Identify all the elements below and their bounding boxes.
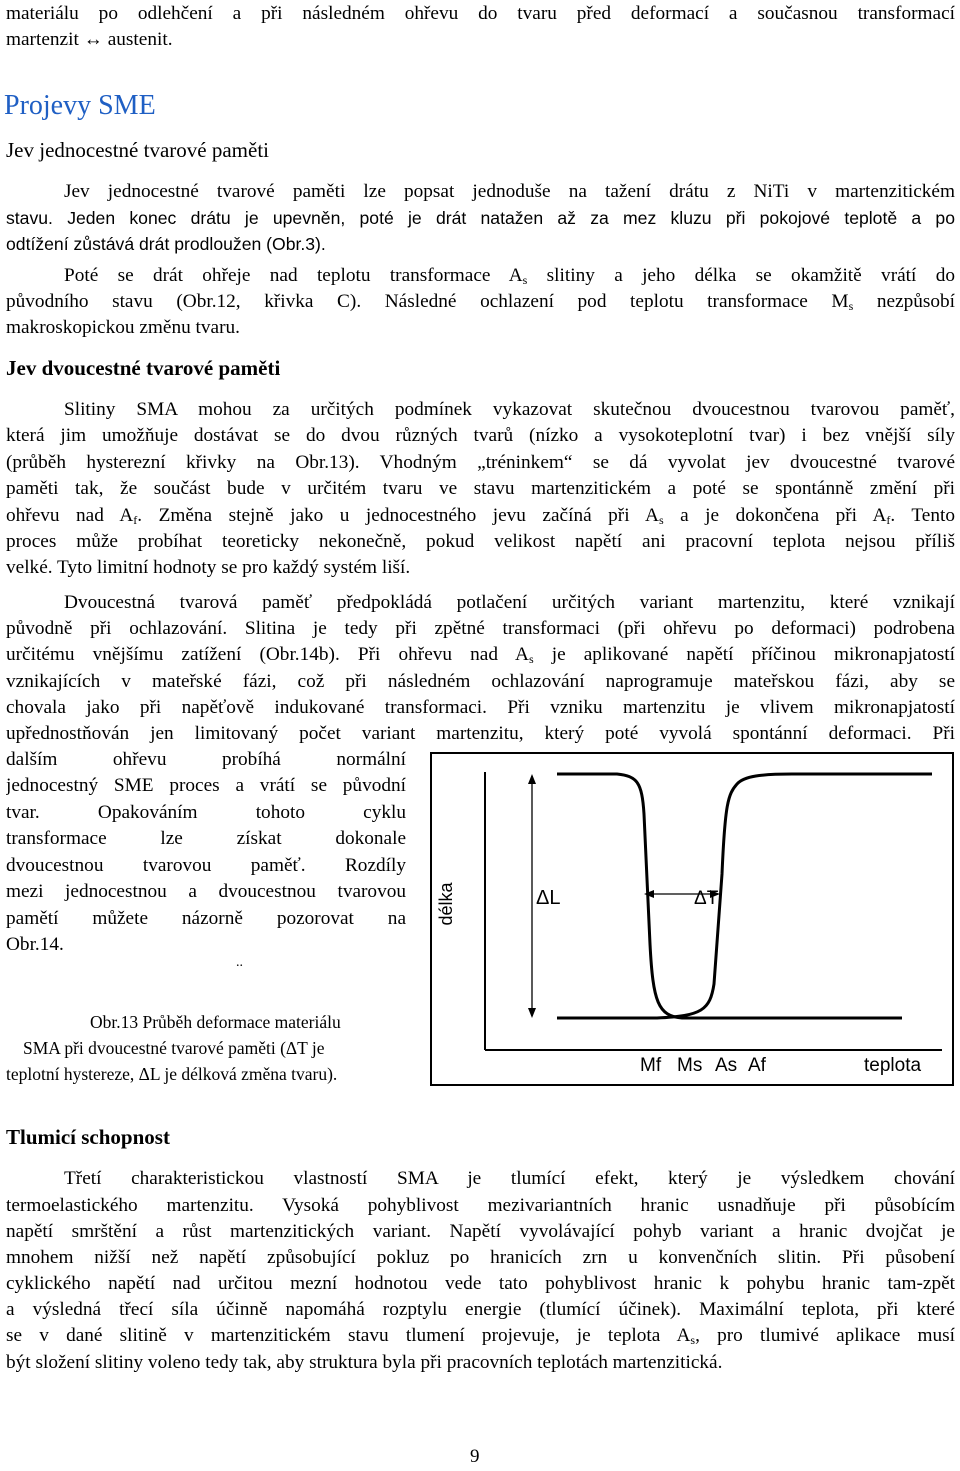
subscript: f: [886, 513, 891, 527]
text-line: jednocestný SME proces a vrátí se původní: [6, 775, 406, 796]
tick-label-as: As: [715, 1055, 738, 1076]
page-number: 9: [470, 1446, 480, 1467]
text-line: Jev jednocestné tvarové paměti lze popsat jednoduše na tažení drátu z NiTi v martenzitickém: [64, 181, 955, 202]
text-line: odtížení zůstává drát prodloužen (Obr.3).: [6, 234, 326, 254]
text-line: cyklického napětí nad určitou mezní hodnotou vede tato pohyblivost hranic k pohybu hranic tam-zpět: [6, 1273, 955, 1294]
text-span: původního stavu (Obr.12, křivka C). Následné ochlazení pod teplotu transformace M: [6, 291, 849, 312]
subscript: s: [528, 652, 534, 666]
x-axis-label: teplota: [864, 1055, 922, 1076]
figure-caption-line: SMA při dvoucestné tvarové paměti (ΔT je: [23, 1038, 325, 1058]
text-line: Obr.14.: [6, 934, 64, 955]
text-line: původně při ochlazování. Slitina je tedy při zpětné transformaci (při ohřevu po deformaci) podrobena: [6, 618, 955, 639]
text-line: chovala jako při napěťově indukované transformaci. Při vzniku martenzitu je vlivem mikronapjatostí: [6, 697, 955, 718]
text-span: Poté se drát ohřeje nad teplotu transformace A: [64, 265, 523, 286]
text-line: dalším ohřevu probíhá normální: [6, 749, 406, 770]
paragraph-line: [6, 643, 955, 667]
tick-label-ms: Ms: [677, 1055, 703, 1076]
figure-caption-line: Obr.13 Průběh deformace materiálu: [90, 1012, 341, 1032]
text-line: Dvoucestná tvarová paměť předpokládá potlačení určitých variant martenzitu, které vznikají: [64, 592, 955, 613]
arrow-head: [528, 774, 536, 784]
text-line: tvar. Opakováním tohoto cyklu: [6, 802, 406, 823]
figure-caption-line: teplotní hystereze, ΔL je délková změna tvaru).: [6, 1064, 338, 1084]
text-span: ohřevu nad A: [6, 505, 134, 526]
text-line: paměti tak, že součást bude v určitém tvaru ve stavu martenzitickém a poté se spontánně změní při: [6, 478, 955, 499]
text-span: je aplikované napětí příčinou mikronapjatostí: [533, 644, 955, 665]
text-span: slitiny a jeho délka se okamžitě vrátí do: [527, 265, 955, 286]
stray-mark: ..: [236, 955, 243, 970]
paragraph-line: [6, 504, 955, 528]
text-line: Slitiny SMA mohou za určitých podmínek vykazovat skutečnou dvoucestnou tvarovou paměť,: [64, 399, 955, 420]
paragraph-line: [64, 264, 955, 288]
text-span: , pro tlumivé aplikace musí: [695, 1325, 955, 1346]
text-line: makroskopickou změnu tvaru.: [6, 317, 240, 338]
paragraph-line: [6, 1324, 955, 1348]
text-span: určitému vnějšímu zatížení (Obr.14b). Při ohřevu nad A: [6, 644, 529, 665]
delta-t-label: ΔT: [694, 888, 719, 909]
y-axis-label: délka: [436, 882, 456, 926]
heating-curve: [557, 774, 932, 1018]
text-span: . Změna stejně jako u jednocestného jevu začíná při A: [137, 505, 659, 526]
text-line: mezi jednocestnou a dvoucestnou tvarovou: [6, 881, 406, 902]
cooling-curve: [557, 774, 902, 1018]
heading-two-way: Jev dvoucestné tvarové paměti: [6, 356, 281, 380]
text-line: martenzit ↔ austenit.: [6, 29, 173, 50]
text-line: termoelastického martenzitu. Vysoká pohyblivost mezivariantních hranic usnadňuje při působícím: [6, 1195, 955, 1216]
arrow-head: [528, 1008, 536, 1018]
subscript: s: [522, 273, 528, 287]
text-span: nezpůsobí: [853, 291, 955, 312]
paragraph-line: [6, 290, 955, 314]
text-line: být složení slitiny voleno tedy tak, aby struktura byla při pracovních teplotách martenzitická.: [6, 1352, 723, 1373]
hysteresis-diagram: [432, 754, 952, 1084]
subscript: s: [690, 1333, 696, 1347]
tick-label-mf: Mf: [640, 1055, 662, 1076]
text-span: . Tento: [890, 505, 955, 526]
text-line: dvoucestnou tvarovou paměť. Rozdíly: [6, 855, 406, 876]
text-line: upřednostňován jen limitovaný počet variant martenzitu, který poté vyvolá spontánní deformaci. Při: [6, 723, 955, 744]
text-line: Třetí charakteristickou vlastností SMA je tlumící efekt, který je výsledkem chování: [64, 1168, 955, 1189]
delta-l-label: ΔL: [536, 887, 561, 909]
text-line: transformace lze získat dokonale: [6, 828, 406, 849]
subscript: f: [133, 513, 138, 527]
text-line: která jim umožňuje dostávat se do dvou různých tvarů (nízko a vysokoteplotní tvar) i bez vnější síly: [6, 425, 955, 446]
text-line: pamětí můžete názorně pozorovat na: [6, 908, 406, 929]
text-line: velké. Tyto limitní hodnoty se pro každý systém liší.: [6, 557, 411, 578]
text-line: proces může probíhat teoreticky nekonečně, pokud velikost napětí ani pracovní teplota nejsou příliš: [6, 531, 955, 552]
text-span: se v dané slitině v martenzitickém stavu tlumení projevuje, je teplota A: [6, 1325, 691, 1346]
heading-damping: Tlumicí schopnost: [6, 1125, 170, 1149]
section-title: Projevy SME: [4, 90, 156, 121]
subscript: s: [658, 513, 664, 527]
text-line: stavu. Jeden konec drátu je upevněn, poté je drát natažen až za mez kluzu při pokojové teplotě a po: [6, 208, 955, 228]
text-line: napětí smrštění a růst martenzitických variant. Napětí vyvolávající pohyb variant a hranic dvojčat je: [6, 1221, 955, 1242]
tick-label-af: Af: [748, 1055, 766, 1076]
text-line: vznikajících v mateřské fázi, což při následném ochlazování naprogramuje mateřskou fázi, aby se: [6, 671, 955, 692]
text-line: mnohem nižší než napětí způsobující pokluz po hranicích zrn u konvenčních slitin. Při působení: [6, 1247, 955, 1268]
text-span: a je dokončena při A: [663, 505, 887, 526]
text-line: (průběh hysterezní křivky na Obr.13). Vhodným „tréninkem“ se dá vyvolat jev dvoucestné tvarové: [6, 452, 955, 473]
text-line: a výsledná třecí síla účinně napomáhá rozptylu energie (tlumící účinek). Maximální teplota, při které: [6, 1299, 955, 1320]
heading-one-way: Jev jednocestné tvarové paměti: [6, 138, 269, 162]
text-line: materiálu po odlehčení a při následném ohřevu do tvaru před deformací a současnou transformací: [6, 3, 955, 24]
hysteresis-figure: [430, 752, 954, 1086]
subscript: s: [848, 299, 854, 313]
